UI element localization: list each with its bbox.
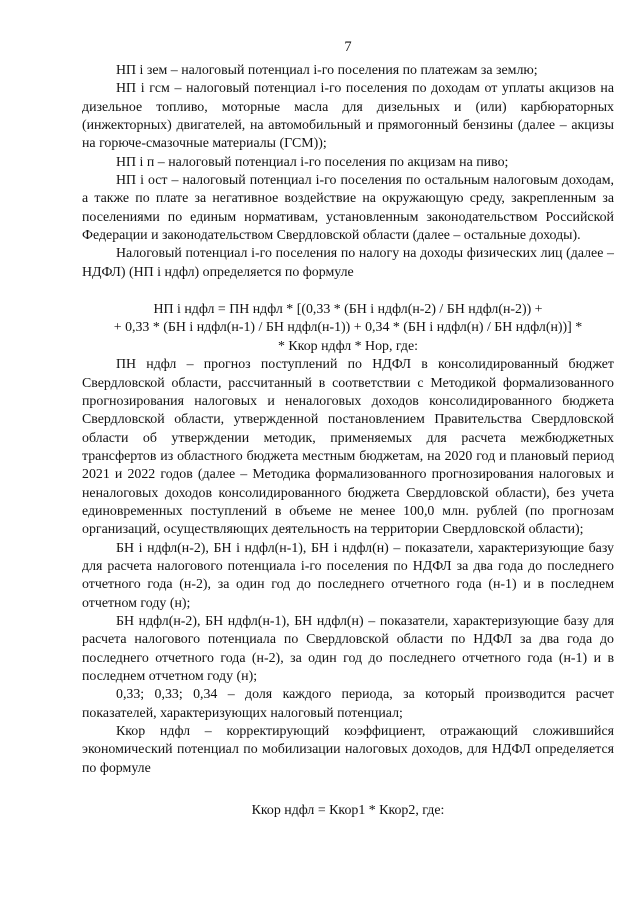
definition-np-ost: НП i ост – налоговый потенциал i-го поселения по остальным налоговым доходам, а также по плате за негативное воздействие на окружающую среду, закрепленным за поселениями по единым нормативам, установленным законодательством Российской Федерации и законодательством Свердловской области (далее – остальные доходы). (82, 173, 614, 244)
page-number: 7 (344, 39, 352, 55)
formula-ndfl-line-2: + 0,33 * (БН i ндфл(н-1) / БН ндфл(н-1)) + 0,34 * (БН i ндфл(н) / БН ндфл(н))] * (113, 320, 583, 336)
definition-np-p: НП i п – налоговый потенциал i-го поселения по акцизам на пиво; (116, 154, 509, 170)
formula-kkor: Ккор ндфл = Ккор1 * Ккор2, где: (251, 803, 445, 819)
definition-bn-ndfl: БН ндфл(н-2), БН ндфл(н-1), БН ндфл(н) – показатели, характеризующие базу для расчета налогового потенциала по Свердловской области по НДФЛ за два года до последнего отчетного года (н-2), за один год до последнего отчетного года (н-1) и в последнем отчетном году (н); (82, 613, 614, 684)
spacer (82, 778, 614, 802)
definition-pn-ndfl: ПН ндфл – прогноз поступлений по НДФЛ в консолидированный бюджет Свердловской области, рассчитанный в соответствии с Методикой формализованного прогнозирования налоговых и неналоговых доходов консолидированного бюджета Свердловской области, утвержденной постановлением Правительства Свердловской области об утверждении методик, применяемых для расчета межбюджетных трансфертов из областного бюджета местным бюджетам, на 2020 год и плановый период 2021 и 2022 годов (далее – Методика формализованного прогнозирования налоговых и неналоговых доходов консолидированного бюджета Свердловской области), без учета единовременных поступлений в объеме не менее 100,0 млн. рублей (по прогнозам организаций, осуществляющих деятельность на территории Свердловской области); (82, 357, 614, 538)
spacer (82, 282, 614, 301)
definition-bn-i-ndfl: БН i ндфл(н-2), БН i ндфл(н-1), БН i ндфл(н) – показатели, характеризующие базу для расчета налогового потенциала i-го поселения по НДФЛ за два года до последнего отчетного года (н-2), за один год до последнего отчетного года (н-1) и в последнем отчетном году (н); (82, 540, 614, 611)
definition-np-gsm: НП i гсм – налоговый потенциал i-го поселения по доходам от уплаты акцизов на дизельное топливо, моторные масла для дизельных и (или) карбюраторных (инжекторных) двигателей, на автомобильный и прямогонный бензины (далее – акцизы на горюче-смазочные материалы (ГСМ)); (82, 81, 614, 152)
definition-kkor-ndfl: Ккор ндфл – корректирующий коэффициент, отражающий сложившийся экономический потенциал по мобилизации налоговых доходов, для НДФЛ определяется по формуле (82, 724, 614, 776)
formula-ndfl-line-3: * Ккор ндфл * Нор, где: (277, 338, 419, 354)
ndfl-intro-paragraph: Налоговый потенциал i-го поселения по налогу на доходы физических лиц (далее – НДФЛ) (НП i ндфл) определяется по формуле (82, 246, 614, 280)
definition-np-zem: НП i зем – налоговый потенциал i-го поселения по платежам за землю; (116, 63, 538, 78)
formula-ndfl-line-1: НП i ндфл = ПН ндфл * [(0,33 * (БН i ндфл(н-2) / БН ндфл(н-2)) + (153, 302, 543, 318)
definition-shares: 0,33; 0,33; 0,34 – доля каждого периода, за который производится расчет показателей, характеризующих налоговый потенциал; (82, 687, 614, 721)
